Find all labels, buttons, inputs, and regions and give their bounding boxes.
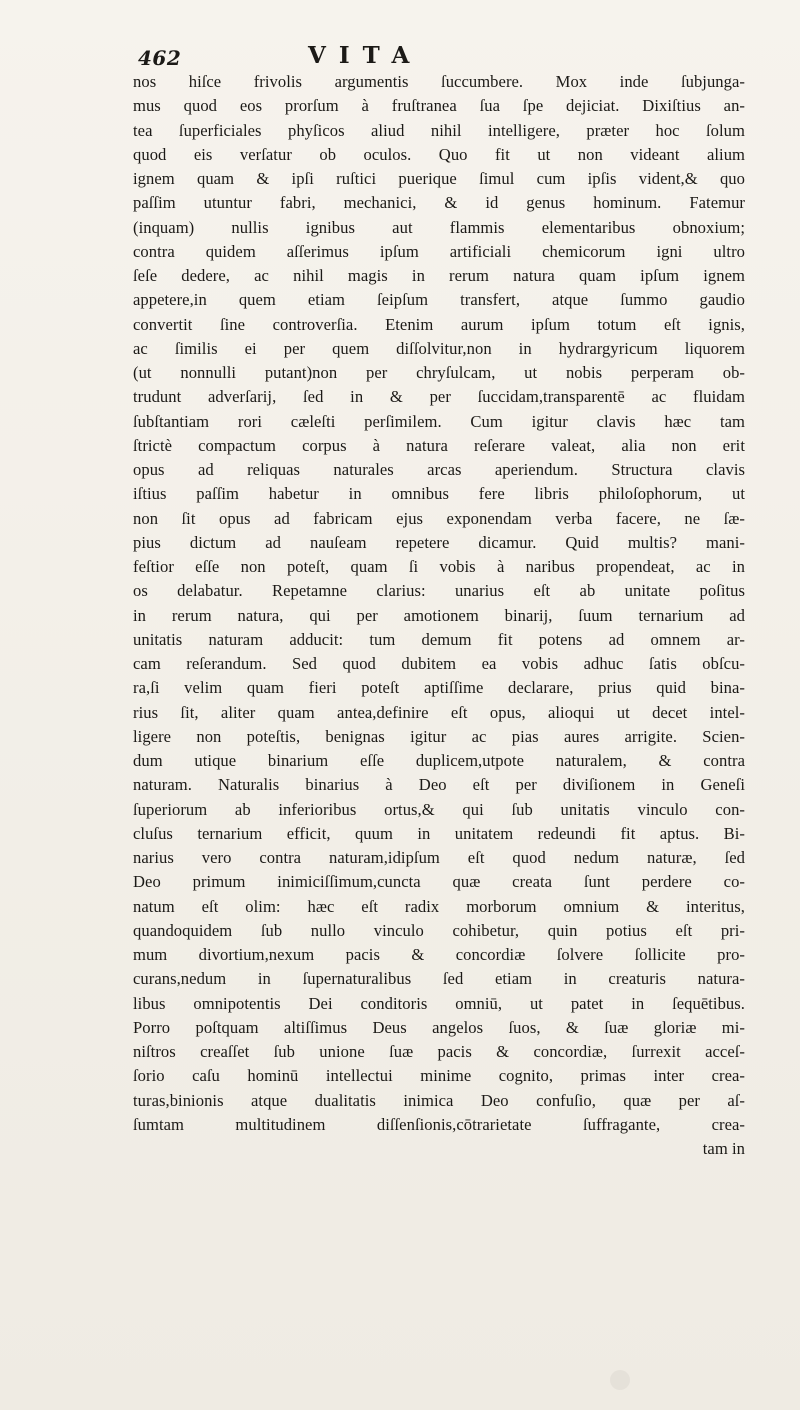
- text-line: quandoquidem ſub nullo vinculo cohibetur, quin potius eſt pri-: [133, 920, 745, 940]
- text-line: ra,ſi velim quam fieri poteſt aptiſſime declarare, prius quid bina-: [133, 678, 745, 698]
- text-line: naturam. Naturalis binarius à Deo eſt per diviſionem in Geneſi: [133, 775, 745, 795]
- text-line: curans,nedum in ſupernaturalibus ſed etiam in creaturis natura-: [133, 969, 745, 989]
- text-line: trudunt adverſarij, ſed in & per ſuccidam,transparentē ac fluidam: [133, 387, 745, 407]
- catchword: tam in: [702, 1139, 745, 1158]
- text-line: unitatis naturam adducit: tum demum fit potens ad omnem ar-: [133, 629, 745, 649]
- text-line: ſubſtantiam rori cæleſti perſimilem. Cum igitur clavis hæc tam: [133, 411, 745, 431]
- text-line: cam reſerandum. Sed quod dubitem ea vobis adhuc ſatis obſcu-: [133, 654, 745, 673]
- text-line: ſtrictè compactum corpus à natura reſerare valeat, alia non erit: [133, 435, 745, 455]
- text-line: in rerum natura, qui per amotionem binarij, ſuum ternarium ad: [133, 605, 745, 625]
- text-line: niſtros creaſſet ſub unione ſuæ pacis & concordiæ, ſurrexit acceſ-: [133, 1042, 745, 1061]
- text-line: non ſit opus ad fabricam ejus exponendam verba facere, ne ſæ-: [133, 508, 745, 528]
- text-line: natum eſt olim: hæc eſt radix morborum omnium & interitus,: [133, 896, 745, 916]
- page-stain: [610, 1370, 630, 1390]
- text-line: mus quod eos prorſum à fruſtranea ſua ſpe dejiciat. Dixiſtius an-: [133, 96, 745, 116]
- text-line: narius vero contra naturam,idipſum eſt quod nedum naturæ, ſed: [133, 848, 745, 867]
- text-line: Porro poſtquam altiſſimus Deus angelos ſuos, & ſuæ gloriæ mi-: [133, 1017, 745, 1037]
- text-line: mum divortium,nexum pacis & concordiæ ſolvere ſollicite pro-: [133, 945, 745, 964]
- running-title: VITA: [308, 42, 423, 69]
- text-line: iſtius paſſim habetur in omnibus fere libris philoſophorum, ut: [133, 484, 745, 504]
- text-line: pius dictum ad nauſeam repetere dicamur. Quid multis? mani-: [133, 532, 745, 552]
- text-line: ſumtam multitudinem diſſenſionis,cōtrarietate ſuffragante, crea-: [133, 1114, 745, 1134]
- text-line: ignem quam & ipſi ruſtici puerique ſimul cum ipſis vident,& quo: [133, 169, 745, 188]
- page-number: 462: [138, 46, 182, 70]
- text-line: feſtior eſſe non poteſt, quam ſi vobis à naribus propendeat, ac in: [133, 557, 745, 576]
- text-line: ſuperiorum ab inferioribus ortus,& qui ſub unitatis vinculo con-: [133, 799, 745, 819]
- text-line: quod eis verſatur ob oculos. Quo fit ut non videant alium: [133, 144, 745, 164]
- text-line: nos hiſce frivolis argumentis ſuccumbere. Mox inde ſubjunga-: [133, 72, 745, 91]
- text-line: turas,binionis atque dualitatis inimica Deo confuſio, quæ per aſ-: [133, 1090, 745, 1110]
- text-line: convertit ſine controverſia. Etenim aurum ipſum totum eſt ignis,: [133, 314, 745, 334]
- text-line: dum utique binarium eſſe duplicem,utpote naturalem, & contra: [133, 751, 745, 770]
- text-line: tea ſuperficiales phyſicos aliud nihil intelligere, præter hoc ſolum: [133, 120, 745, 140]
- page-header: [138, 28, 738, 70]
- text-line: opus ad reliquas naturales arcas aperiendum. Structura clavis: [133, 460, 745, 479]
- text-line: ſorio caſu hominū intellectui minime cognito, primas inter crea-: [133, 1066, 745, 1086]
- text-line: os delabatur. Repetamne clarius: unarius eſt ab unitate poſitus: [133, 581, 745, 601]
- text-line: (ut nonnulli putant)non per chryſulcam, ut nobis perperam ob-: [133, 363, 745, 382]
- text-line: appetere,in quem etiam ſeipſum transfert, atque ſummo gaudio: [133, 290, 745, 310]
- text-line: paſſim utuntur fabri, mechanici, & id genus hominum. Fatemur: [133, 193, 745, 213]
- text-line: ac ſimilis ei per quem diſſolvitur,non in hydrargyricum liquorem: [133, 338, 745, 358]
- text-line: ligere non poteſtis, benignas igitur ac pias aures arrigite. Scien-: [133, 726, 745, 746]
- text-line: ſeſe dedere, ac nihil magis in rerum natura quam ipſum ignem: [133, 266, 745, 285]
- text-line: contra quidem aſſerimus ipſum artificiali chemicorum igni ultro: [133, 241, 745, 261]
- text-line: cluſus ternarium efficit, quum in unitatem redeundi fit aptus. Bi-: [133, 823, 745, 843]
- text-line: (inquam) nullis ignibus aut flammis elementaribus obnoxium;: [133, 217, 745, 237]
- body-text: [133, 70, 745, 1161]
- text-line: Deo primum inimiciſſimum,cuncta quæ creata ſunt perdere co-: [133, 872, 745, 892]
- text-line: rius ſit, aliter quam antea,definire eſt opus, alioqui ut decet intel-: [133, 702, 745, 722]
- text-line: libus omnipotentis Dei conditoris omniū, ut patet in ſequētibus.: [133, 993, 745, 1013]
